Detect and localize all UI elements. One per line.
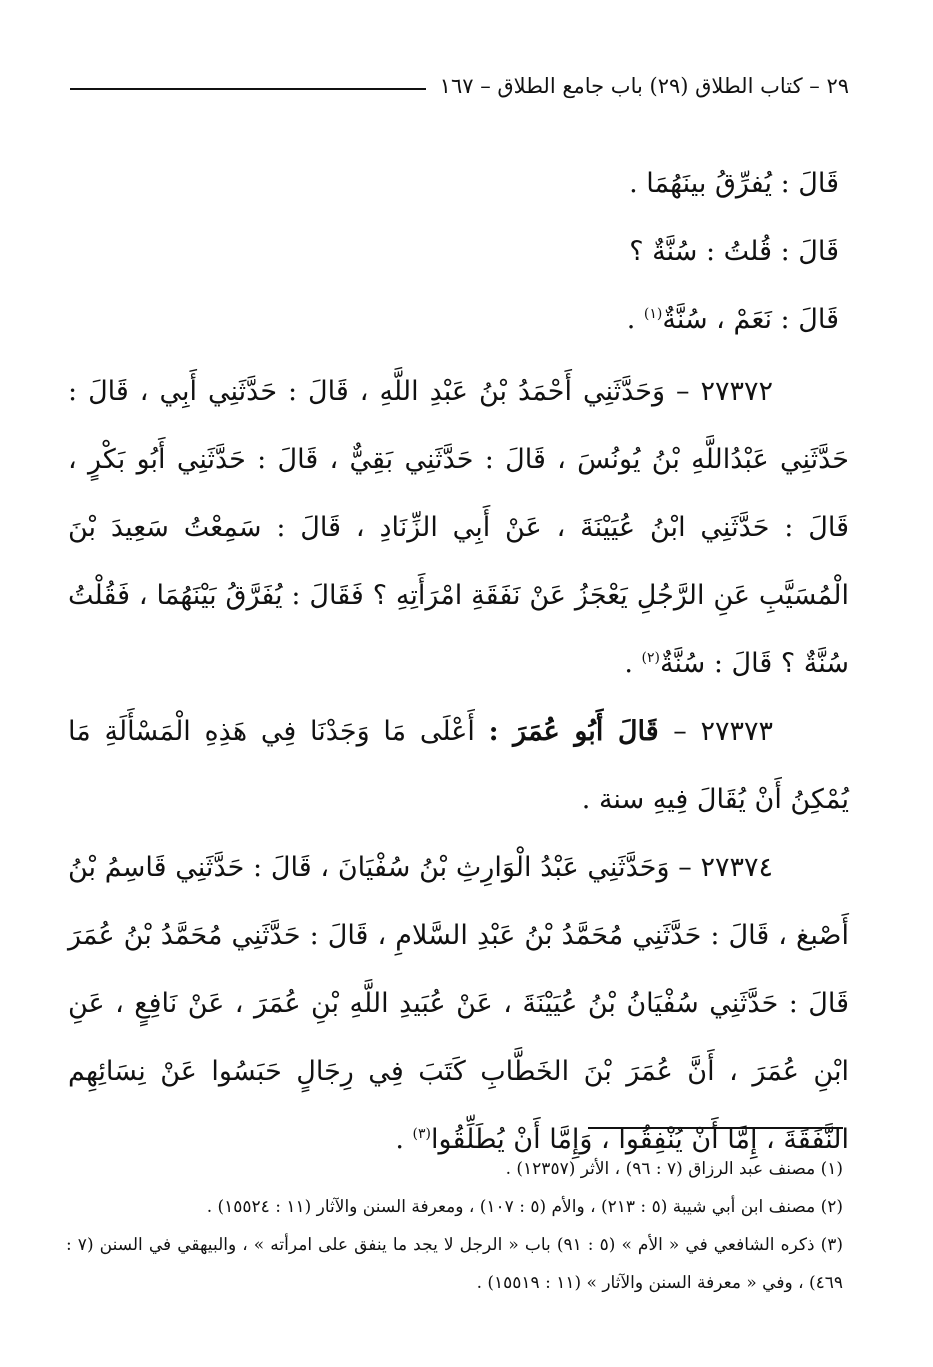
text-line-3-content: قَالَ : نَعَمْ ، سُنَّةٌ	[662, 304, 839, 335]
hadith-27373	[68, 698, 849, 834]
hadith-27372-text: ٢٧٣٧٢ – وَحَدَّثَنِي أَحْمَدُ بْنُ عَبْدِ اللَّهِ ، قَالَ : حَدَّثَنِي أَبِي ، قَالَ : حَدَّثَنِي عَبْدُاللَّهِ بْنُ يُونُسَ ، قَالَ : حَدَّثَنِي بَقِيٌّ ، قَالَ : حَدَّثَنِي أَبُو بَكْرٍ ، قَالَ : حَدَّثَنِي ابْنُ عُيَيْنَةَ ، عَنْ أَبِي الزِّنَادِ ، قَالَ : سَمِعْتُ سَعِيدَ بْنَ الْمُسَيَّبِ عَنِ الرَّجُلِ يَعْجَزُ عَنْ نَفَقَةِ امْرَأَتِهِ ؟ فَقَالَ : يُفَرَّقُ بَيْنَهُمَا ، فَقُلْتُ سُنَّةٌ ؟ قَالَ : سُنَّةٌ	[68, 376, 849, 679]
main-text	[68, 150, 849, 1174]
text-line-1: قَالَ : يُفرِّقُ بينَهُمَا .	[629, 168, 839, 199]
text-line-3	[68, 286, 849, 354]
hadith-27373-lead: قَالَ أَبُو عُمَرَ :	[488, 716, 674, 747]
footnote-3: (٣) ذكره الشافعي في « الأم » (٥ : ٩١) باب « الرجل لا يجد ما ينفق على امرأته » ، والبيهقي في السنن (٧ : ٤٦٩) ، وفي « معرفة السنن والآثار » (١١ : ١٥٥١٩) .	[66, 1235, 844, 1293]
text-line-3-end: .	[626, 304, 644, 335]
footnote-2: (٢) مصنف ابن أبي شيبة (٥ : ٢١٣) ، والأم (٥ : ١٠٧) ، ومعرفة السنن والآثار (١١ : ١٥٥٢٤) .	[206, 1197, 843, 1217]
footnotes	[66, 1150, 843, 1302]
footnote-ref-2: (٢)	[641, 650, 660, 666]
footnote-ref-1: (١)	[643, 306, 663, 322]
text-line-2: قَالَ : قُلتُ : سُنَّةٌ ؟	[629, 236, 839, 267]
hadith-27374-end: .	[395, 1124, 413, 1155]
running-header	[70, 66, 849, 106]
running-title: ٢٩ – كتاب الطلاق (٢٩) باب جامع الطلاق – ١٦٧	[439, 74, 849, 98]
hadith-27372	[68, 358, 849, 698]
header-rule	[70, 88, 426, 90]
hadith-27373-text: أَعْلَى مَا وَجَدْنَا فِي هَذِهِ الْمَسْأَلَةِ مَا يُمْكِنُ أَنْ يُقَالَ فِيهِ سنة .	[68, 716, 849, 815]
footnote-1: (١) مصنف عبد الرزاق (٧ : ٩٦) ، الأثر (١٢٣٥٧) .	[505, 1159, 843, 1179]
footnote-separator	[588, 1127, 843, 1129]
hadith-27374-text: ٢٧٣٧٤ – وَحَدَّثَنِي عَبْدُ الْوَارِثِ بْنُ سُفْيَانَ ، قَالَ : حَدَّثَنِي قَاسِمُ بْنُ أَصْبغ ، قَالَ : حَدَّثَنِي مُحَمَّدُ بْنُ عَبْدِ السَّلامِ ، قَالَ : حَدَّثَنِي مُحَمَّدُ بْنُ عُمَرَ قَالَ : حَدَّثَنِي سُفْيَانُ بْنُ عُيَيْنَةَ ، عَنْ عُبَيدِ اللَّهِ بْنِ عُمَرَ ، عَنْ نَافِعٍ ، عَنِ ابْنِ عُمَرَ ، أَنَّ عُمَرَ بْنَ الخَطَّابِ كَتَبَ فِي رِجَالٍ حَبَسُوا عَنْ نِسَائِهِم النَّفَقَةَ ، إِمَّا أَنْ يُنْفِقُوا ، وَإِمَّا أَنْ يُطَلِّقُوا	[68, 852, 849, 1155]
footnote-ref-3: (٣)	[412, 1126, 432, 1142]
hadith-27374	[68, 834, 849, 1174]
hadith-27373-number: ٢٧٣٧٣ –	[673, 716, 773, 747]
hadith-27372-end: .	[624, 648, 642, 679]
